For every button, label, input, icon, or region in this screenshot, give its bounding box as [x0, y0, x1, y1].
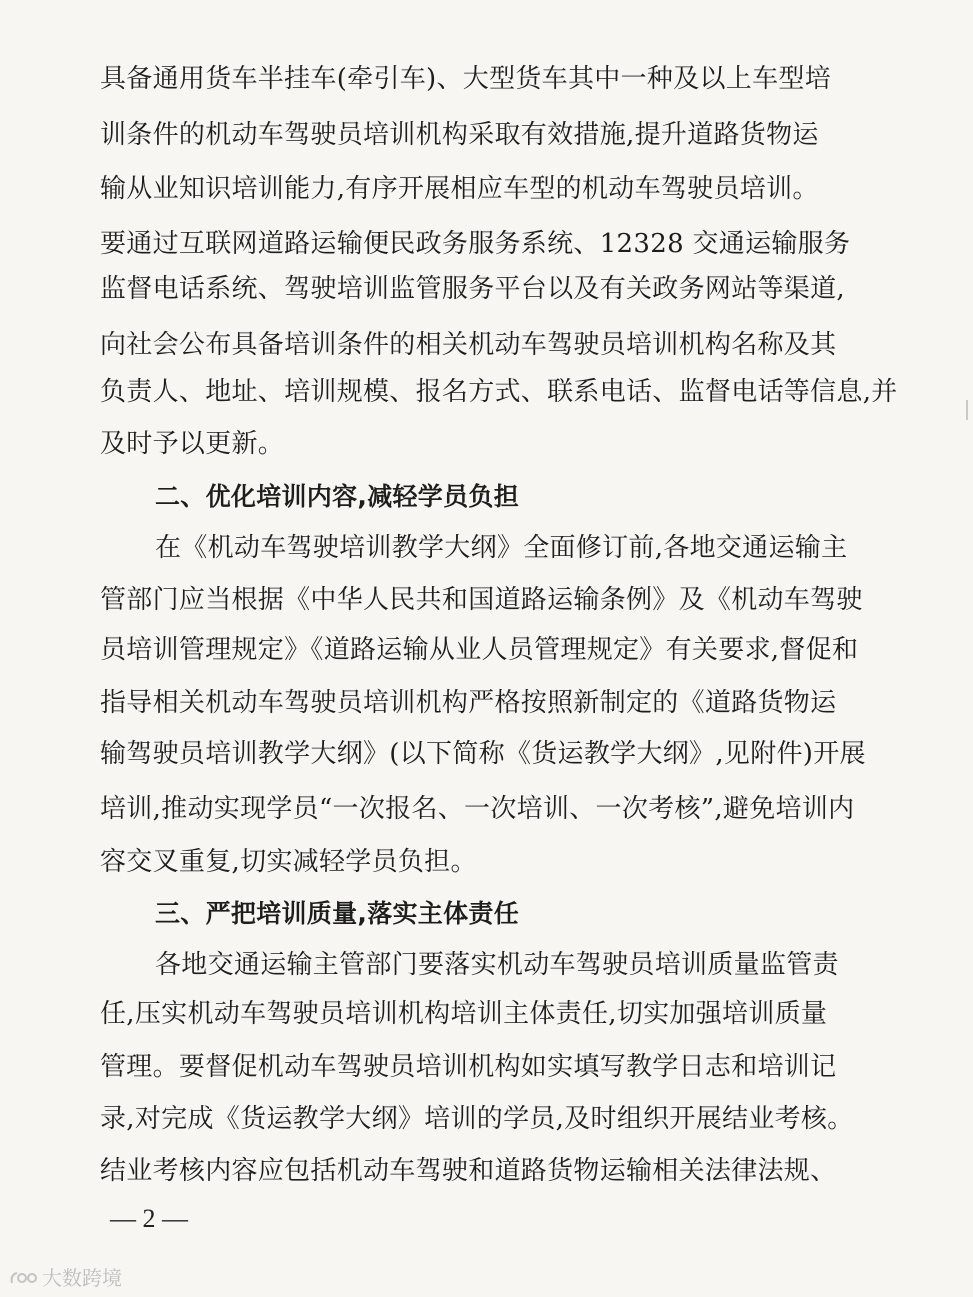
text-line: 具备通用货车半挂车(牵引车)、大型货车其中一种及以上车型培	[100, 64, 831, 94]
text-line: 在《机动车驾驶培训教学大纲》全面修订前,各地交通运输主	[155, 533, 848, 563]
watermark	[8, 1262, 122, 1291]
text-line: 管理。要督促机动车驾驶员培训机构如实填写教学日志和培训记	[100, 1052, 837, 1082]
text-line: 各地交通运输主管部门要落实机动车驾驶员培训质量监管责	[155, 950, 839, 980]
text-line: 容交叉重复,切实减轻学员负担。	[100, 847, 477, 877]
text-line: 监督电话系统、驾驶培训监管服务平台以及有关政务网站等渠道,	[100, 274, 845, 304]
text-line: 管部门应当根据《中华人民共和国道路运输条例》及《机动车驾驶	[100, 585, 863, 615]
text-line: 指导相关机动车驾驶员培训机构严格按照新制定的《道路货物运	[100, 688, 837, 718]
scan-edge-mark	[966, 400, 968, 420]
section-heading-3: 三、严把培训质量,落实主体责任	[155, 899, 519, 928]
text-line: 要通过互联网道路运输便民政务服务系统、12328 交通运输服务	[100, 229, 851, 259]
watermark-text: 大数跨境	[42, 1266, 122, 1290]
text-line: 训条件的机动车驾驶员培训机构采取有效措施,提升道路货物运	[100, 120, 819, 150]
section-heading-2: 二、优化培训内容,减轻学员负担	[155, 482, 519, 511]
text-line: 向社会公布具备培训条件的相关机动车驾驶员培训机构名称及其	[100, 330, 837, 360]
text-line: 任,压实机动车驾驶员培训机构培训主体责任,切实加强培训质量	[100, 999, 828, 1029]
text-line: 结业考核内容应包括机动车驾驶和道路货物运输相关法律法规、	[100, 1156, 837, 1186]
text-line: 输驾驶员培训教学大纲》(以下简称《货运教学大纲》,见附件)开展	[100, 739, 866, 769]
text-line: 培训,推动实现学员“一次报名、一次培训、一次考核”,避免培训内	[100, 794, 855, 824]
text-line: 输从业知识培训能力,有序开展相应车型的机动车驾驶员培训。	[100, 174, 819, 204]
text-line: 录,对完成《货运教学大纲》培训的学员,及时组织开展结业考核。	[100, 1104, 854, 1134]
text-line: 员培训管理规定》《道路运输从业人员管理规定》有关要求,督促和	[100, 635, 859, 665]
page-number: — 2 —	[110, 1204, 188, 1233]
watermark-logo-icon	[8, 1267, 38, 1287]
text-line: 负责人、地址、培训规模、报名方式、联系电话、监督电话等信息,并	[100, 377, 898, 407]
text-line: 及时予以更新。	[100, 429, 285, 459]
